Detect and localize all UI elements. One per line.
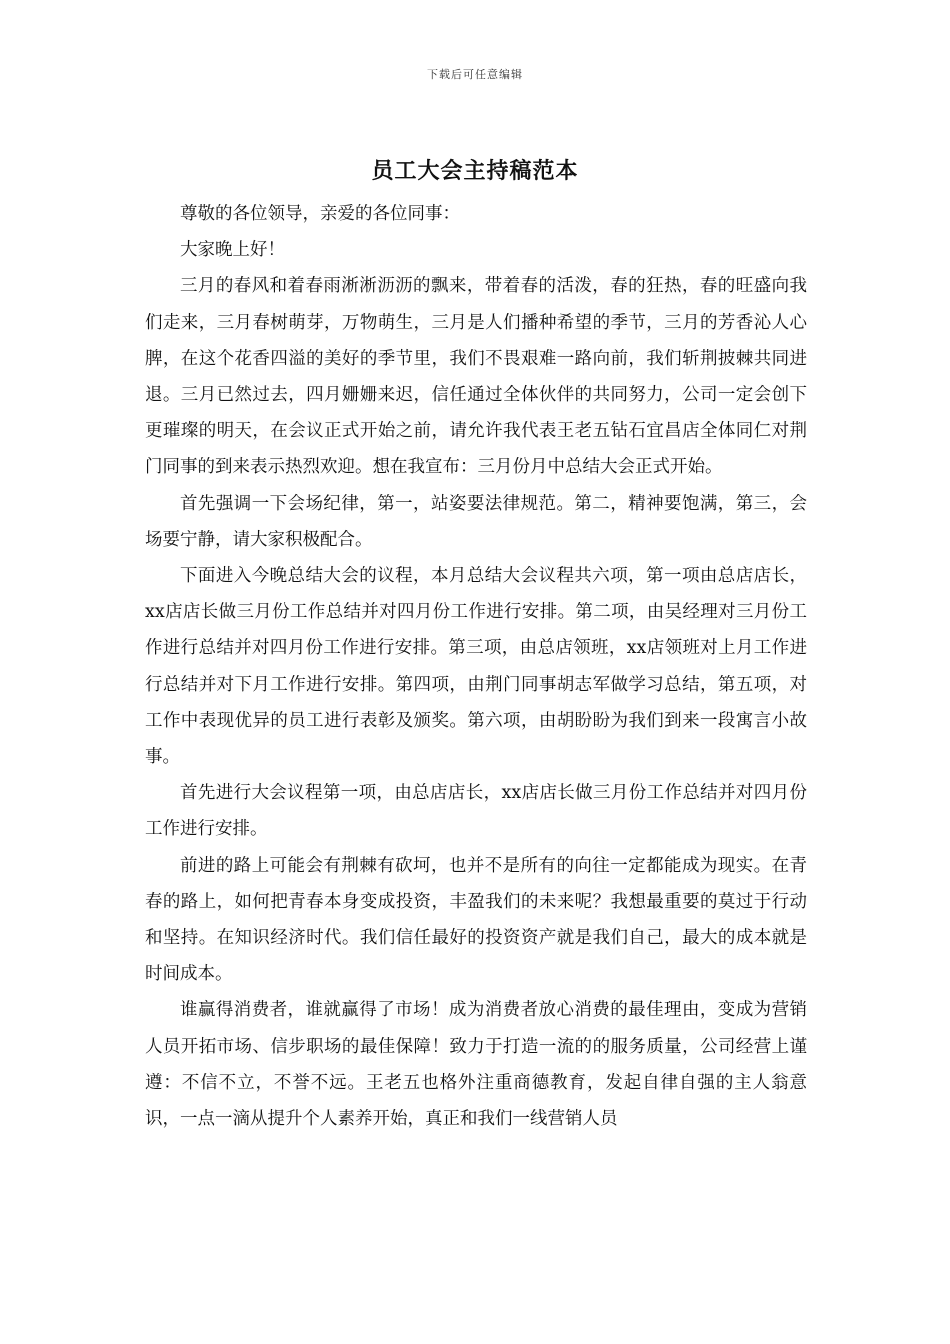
paragraph-youth: 前进的路上可能会有荆棘有砍坷，也并不是所有的向往一定都能成为现实。在青春的路上，如何把青春本身变成投资，丰盈我们的未来呢？我想最重要的莫过于行动和坚持。在知识经济时代。我们信任最好的投资资产就是我们自己，最大的成本就是时间成本。	[145, 855, 807, 985]
paragraph-discipline: 首先强调一下会场纪律，第一，站姿要法律规范。第二，精神要饱满，第三，会场要宁静，请大家积极配合。	[145, 493, 807, 550]
header-note: 下载后可任意编辑	[427, 68, 523, 81]
paragraph-salutation: 尊敬的各位领导，亲爱的各位同事：	[180, 204, 460, 224]
paragraph-greeting: 大家晚上好！	[180, 240, 285, 261]
paragraph-opening: 三月的春风和着春雨淅淅沥沥的飘来，带着春的活泼，春的狂热，春的旺盛向我们走来，三月春树萌芽，万物萌生，三月是人们播种希望的季节，三月的芳香沁人心脾，在这个花香四溢的美好的季节里，我们不畏艰难一路向前，我们斩荆披棘共同进退。三月已然过去，四月姗姗来迟，信任通过全体伙伴的共同努力，公司一定会创下更璀璨的明天，在会议正式开始之前，请允许我代表王老五钻石宜昌店全体同仁对荆门同事的到来表示热烈欢迎。想在我宣布：三月份月中总结大会正式开始。	[145, 276, 807, 478]
paragraph-agenda: 下面进入今晚总结大会的议程，本月总结大会议程共六项，第一项由总店店长，xx店店长做三月份工作总结并对四月份工作进行安排。第二项，由吴经理对三月份工作进行总结并对四月份工作进行安排。第三项，由总店领班，xx店领班对上月工作进行总结并对下月工作进行安排。第四项，由荆门同事胡志军做学习总结，第五项，对工作中表现优异的员工进行表彰及颁奖。第六项，由胡盼盼为我们到来一段寓言小故事。	[145, 566, 807, 768]
document-body	[145, 196, 807, 1137]
paragraph-consumers: 谁赢得消费者，谁就赢得了市场！成为消费者放心消费的最佳理由，变成为营销人员开拓市场、信步职场的最佳保障！致力于打造一流的的服务质量，公司经营上谨遵：不信不立，不誉不远。王老五也格外注重商德教育，发起自律自强的主人翁意识，一点一滴从提升个人素养开始，真正和我们一线营销人员	[145, 1000, 807, 1130]
paragraph-agenda-item-1: 首先进行大会议程第一项，由总店店长，xx店店长做三月份工作总结并对四月份工作进行安排。	[145, 783, 807, 840]
page-title: 员工大会主持稿范本	[371, 158, 579, 184]
